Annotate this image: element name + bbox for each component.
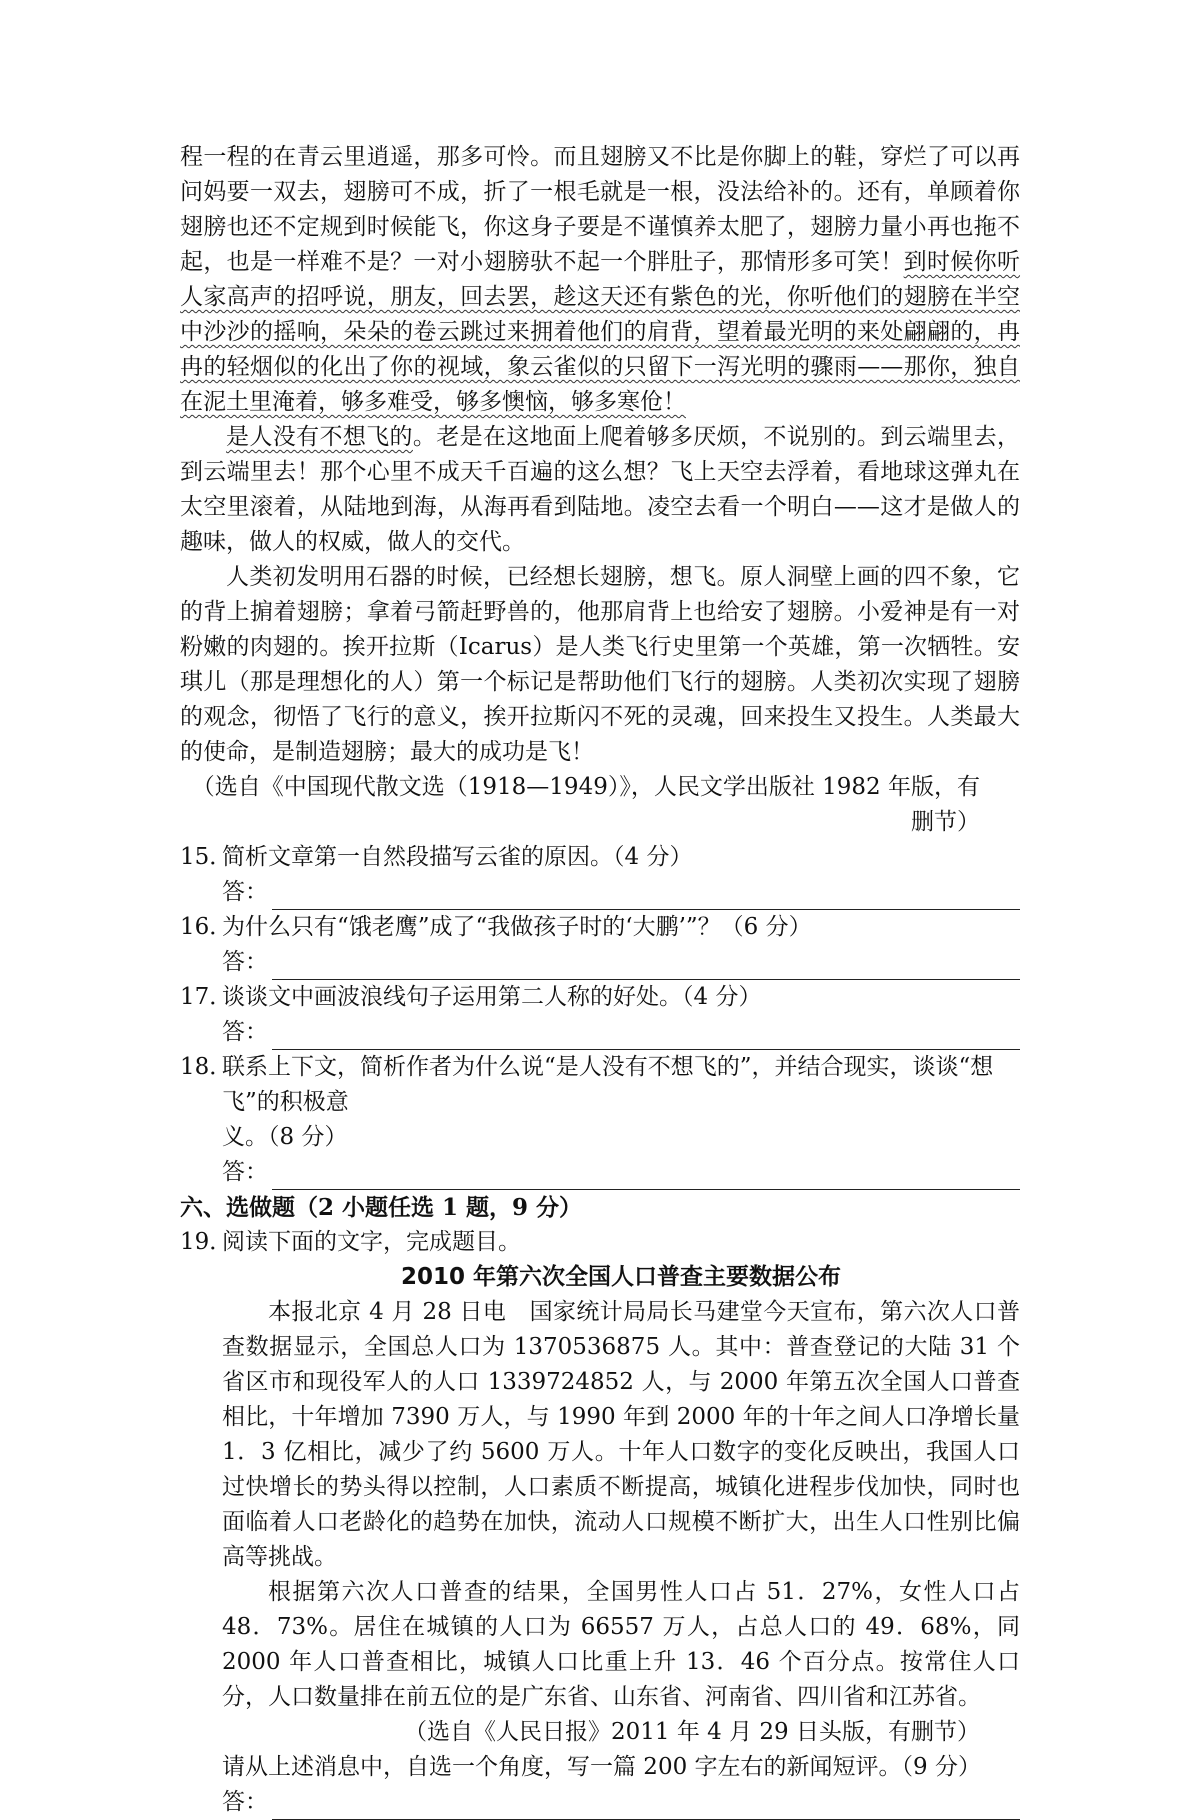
- question-18-continuation: 义。（8 分）: [222, 1124, 348, 1150]
- question-text: 谈谈文中画波浪线句子运用第二人称的好处。（4 分）: [222, 984, 762, 1010]
- section-6-heading: 六、选做题（2 小题任选 1 题，9 分）: [180, 1194, 583, 1221]
- question-text: 联系上下文，简析作者为什么说“是人没有不想飞的”，并结合现实，谈谈“想飞”的积极意: [222, 1054, 994, 1115]
- question-text: 阅读下面的文字，完成题目。: [222, 1229, 521, 1255]
- answer-line-19[interactable]: [180, 1785, 1020, 1820]
- answer-label: 答：: [222, 949, 268, 975]
- news-paragraph-1: 本报北京 4 月 28 日电 国家统计局局长马建堂今天宣布，第六次人口普查数据显示，全国总人口为 1370536875 人。其中：普查登记的大陆 31 个省区市和现役军人的人口 1339724852 人，与 2000 年第五次全国人口普查相比，十年增加 7390 万人，与 1990 年到 2000 年的十年之间人口净增长量 1．3 亿相比，减少了约 5600 万人。十年人口数字的变化反映出，我国人口过快增长的势头得以控制，人口素质不断提高，城镇化进程步伐加快，同时也面临着人口老龄化的趋势在加快，流动人口规模不断扩大，出生人口性别比偏高等挑战。: [222, 1299, 1020, 1570]
- answer-blank[interactable]: [272, 1023, 1020, 1050]
- answer-blank[interactable]: [272, 883, 1020, 910]
- question-number: 19．: [180, 1229, 233, 1255]
- answer-blank[interactable]: [272, 953, 1020, 980]
- page-content: [180, 140, 1020, 1820]
- answer-line-15[interactable]: [180, 875, 1020, 910]
- task-instruction: 请从上述消息中，自选一个角度，写一篇 200 字左右的新闻短评。（9 分）: [222, 1754, 981, 1780]
- question-16: [180, 910, 1020, 945]
- news-paragraph-2: 根据第六次人口普查的结果，全国男性人口占 51．27%，女性人口占 48．73%。居住在城镇的人口为 66557 万人，占总人口的 49．68%，同 2000 年人口普查相比，城镇人口比重上升 13．46 个百分点。按常住人口分，人口数量排在前五位的是广东省、山东省、河南省、四川省和江苏省。: [222, 1579, 1020, 1710]
- wavy-underlined-phrase: 是人没有不想飞的: [226, 424, 413, 450]
- wavy-underlined-sentence: 到时候你听人家高声的招呼说，朋友，回去罢，趁这天还有紫色的光，你听他们的翅膀在半空中沙沙的摇响，朵朵的卷云跳过来拥着他们的肩背，望着最光明的来处翩翩的，冉冉的轻烟似的化出了你的视域，象云雀似的只留下一泻光明的骤雨——那你，独自在泥土里淹着，够多难受，够多懊恼，够多寒伧！: [180, 249, 1021, 415]
- question-18: [180, 1050, 1020, 1120]
- answer-label: 答：: [222, 1789, 268, 1815]
- question-number: 15．: [180, 844, 233, 870]
- answer-label: 答：: [222, 1159, 268, 1185]
- question-number: 16．: [180, 914, 233, 940]
- news-headline: 2010 年第六次全国人口普查主要数据公布: [400, 1264, 842, 1290]
- passage-text: 程一程的在青云里逍遥，那多可怜。而且翅膀又不比是你脚上的鞋，穿烂了可以再问妈要一双去，翅膀可不成，折了一根毛就是一根，没法给补的。还有，单顾着你翅膀也还不定规到时候能飞，你这身子要是不谨慎养太肥了，翅膀力量小再也拖不起，也是一样难不是？一对小翅膀驮不起一个胖肚子，那情形多可笑！: [180, 144, 1020, 275]
- question-19: [180, 1225, 1020, 1260]
- passage-source: （选自《中国现代散文选（1918—1949）》，人民文学出版社 1982 年版，有删节）: [191, 774, 980, 835]
- answer-line-18[interactable]: [180, 1155, 1020, 1190]
- passage-paragraph-1: [180, 140, 1020, 420]
- answer-label: 答：: [222, 879, 268, 905]
- question-text: 为什么只有“饿老鹰”成了“我做孩子时的‘大鹏’”？（6 分）: [222, 914, 812, 940]
- passage-paragraph-3: 人类初发明用石器的时候，已经想长翅膀，想飞。原人洞壁上画的四不象，它的背上掮着翅膀；拿着弓箭赶野兽的，他那肩背上也给安了翅膀。小爱神是有一对粉嫩的肉翅的。挨开拉斯（Icarus）是人类飞行史里第一个英雄，第一次牺牲。安琪儿（那是理想化的人）第一个标记是帮助他们飞行的翅膀。人类初次实现了翅膀的观念，彻悟了飞行的意义，挨开拉斯闪不死的灵魂，回来投生又投生。人类最大的使命，是制造翅膀；最大的成功是飞！: [180, 564, 1020, 765]
- passage-paragraph-2: [180, 420, 1020, 560]
- question-17: [180, 980, 1020, 1015]
- question-text: 简析文章第一自然段描写云雀的原因。（4 分）: [222, 844, 693, 870]
- answer-blank[interactable]: [272, 1793, 1020, 1820]
- passage-text: 。老是在这地面上爬着够多厌烦，不说别的。到云端里去，到云端里去！那个心里不成天千百遍的这么想？飞上天空去浮着，看地球这弹丸在太空里滚着，从陆地到海，从海再看到陆地。凌空去看一个明白——这才是做人的趣味，做人的权威，做人的交代。: [180, 424, 1021, 555]
- news-article: [180, 1260, 1020, 1750]
- question-15: [180, 840, 1020, 875]
- question-number: 17．: [180, 984, 233, 1010]
- answer-label: 答：: [222, 1019, 268, 1045]
- answer-line-17[interactable]: [180, 1015, 1020, 1050]
- question-number: 18．: [180, 1054, 233, 1080]
- news-source: （选自《人民日报》2011 年 4 月 29 日头版，有删节）: [404, 1719, 980, 1745]
- answer-line-16[interactable]: [180, 945, 1020, 980]
- answer-blank[interactable]: [272, 1163, 1020, 1190]
